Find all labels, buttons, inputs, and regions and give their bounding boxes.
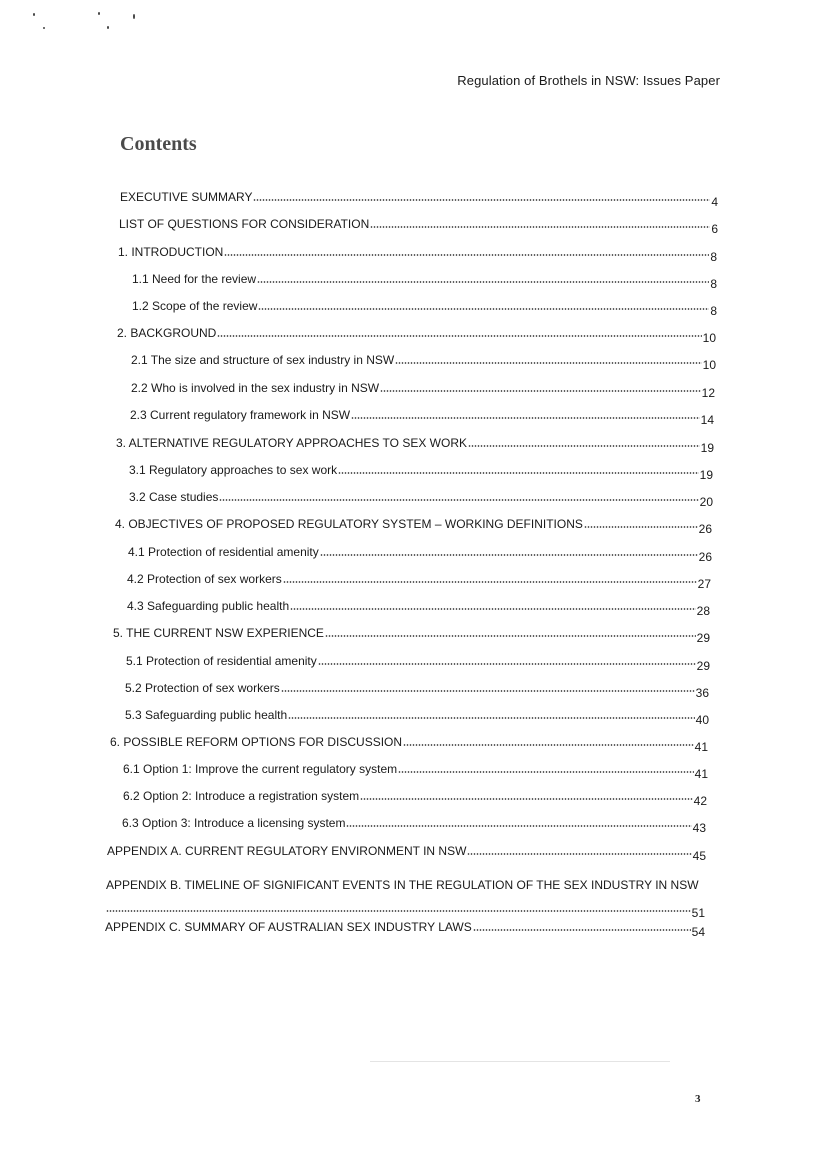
page-title: Contents <box>120 133 197 155</box>
dot-leader <box>253 198 710 202</box>
toc-entry[interactable] <box>118 245 717 264</box>
dot-leader <box>370 225 710 229</box>
toc-entry-title: 6. POSSIBLE REFORM OPTIONS FOR DISCUSSION <box>110 735 403 749</box>
toc-entry[interactable] <box>132 272 717 291</box>
scan-speck <box>43 27 45 29</box>
toc-entry-title: 3.2 Case studies <box>129 490 219 504</box>
toc-entry-page: 19 <box>700 441 714 455</box>
toc-entry-title: EXECUTIVE SUMMARY <box>120 190 253 204</box>
scan-speck <box>33 13 35 16</box>
dot-leader <box>395 361 701 365</box>
toc-entry-page: 14 <box>700 413 714 427</box>
footer-rule <box>370 1061 670 1062</box>
toc-entry-page: 8 <box>710 250 717 264</box>
toc-entry-title: 5.1 Protection of residential amenity <box>126 654 317 668</box>
dot-leader <box>346 824 691 828</box>
toc-entry-page: 41 <box>694 740 708 754</box>
toc-entry-title: 1. INTRODUCTION <box>118 245 224 259</box>
toc-entry-page: 4 <box>711 195 718 209</box>
toc-entry-title: 4.2 Protection of sex workers <box>127 572 282 586</box>
toc-entry-page: 27 <box>697 577 711 591</box>
toc-entry[interactable] <box>128 545 712 564</box>
toc-entry[interactable] <box>107 844 706 863</box>
dot-leader <box>290 607 696 611</box>
toc-entry-page: 29 <box>696 659 710 673</box>
toc-entry-title: 4.1 Protection of residential amenity <box>128 545 319 559</box>
toc-entry-page: 10 <box>702 331 716 345</box>
toc-entry[interactable] <box>125 681 709 700</box>
toc-entry-title: 1.1 Need for the review <box>132 272 257 286</box>
dot-leader <box>468 444 700 448</box>
toc-entry-page: 6 <box>711 222 718 236</box>
toc-entry-title: 2.1 The size and structure of sex industry in NSW <box>131 353 395 367</box>
toc-entry-page: 20 <box>699 495 713 509</box>
toc-entry-title: APPENDIX B. TIMELINE OF SIGNIFICANT EVENTS IN THE REGULATION OF THE SEX INDUSTRY IN NSW <box>106 878 699 892</box>
toc-entry[interactable] <box>132 299 717 318</box>
toc-entry[interactable] <box>119 217 718 236</box>
toc-entry-page: 36 <box>695 686 709 700</box>
dot-leader <box>380 389 701 393</box>
toc-entry-page: 10 <box>702 358 716 372</box>
toc-entry-title: 1.2 Scope of the review <box>132 299 258 313</box>
running-header: Regulation of Brothels in NSW: Issues Paper <box>457 73 720 88</box>
toc-entry[interactable] <box>117 326 716 345</box>
toc-entry[interactable] <box>126 654 710 673</box>
toc-entry-page: 8 <box>710 304 717 318</box>
dot-leader <box>351 416 700 420</box>
dot-leader <box>318 662 696 666</box>
scan-speck <box>133 14 135 19</box>
dot-leader <box>258 307 709 311</box>
page-number: 3 <box>695 1093 701 1105</box>
toc-entry-page: 54 <box>691 925 705 939</box>
dot-leader <box>224 253 709 257</box>
toc-entry-title: 2. BACKGROUND <box>117 326 217 340</box>
toc-entry-title: LIST OF QUESTIONS FOR CONSIDERATION <box>119 217 370 231</box>
toc-entry[interactable] <box>123 762 708 781</box>
toc-entry-page: 43 <box>692 821 706 835</box>
toc-entry-title: 5.2 Protection of sex workers <box>125 681 280 695</box>
toc-entry[interactable] <box>131 353 716 372</box>
toc-entry-title: 3. ALTERNATIVE REGULATORY APPROACHES TO SEX WORK <box>116 436 467 450</box>
toc-entry-page: 42 <box>693 794 707 808</box>
toc-entry[interactable] <box>129 490 713 509</box>
toc-entry-title: 5. THE CURRENT NSW EXPERIENCE <box>113 626 324 640</box>
toc-entry-page: 26 <box>698 550 712 564</box>
dot-leader <box>257 280 709 284</box>
toc-entry-title: 2.2 Who is involved in the sex industry in NSW <box>131 381 380 395</box>
scan-speck <box>107 26 109 29</box>
toc-entry-title: 4. OBJECTIVES OF PROPOSED REGULATORY SYSTEM – WORKING DEFINITIONS <box>115 517 583 531</box>
toc-entry-page: 8 <box>710 277 717 291</box>
toc-entry-page: 28 <box>696 604 710 618</box>
toc-entry-title: 3.1 Regulatory approaches to sex work <box>129 463 338 477</box>
dot-leader <box>320 553 698 557</box>
dot-leader <box>338 471 699 475</box>
toc-entry[interactable] <box>130 408 714 427</box>
toc-entry[interactable] <box>110 735 708 754</box>
toc-entry-title: APPENDIX C. SUMMARY OF AUSTRALIAN SEX INDUSTRY LAWS <box>105 920 472 934</box>
dot-leader <box>106 909 691 913</box>
toc-entry-page: 12 <box>701 386 715 400</box>
dot-leader <box>584 525 698 529</box>
toc-entry-page: 19 <box>699 468 713 482</box>
toc-entry[interactable] <box>113 626 710 645</box>
dot-leader <box>398 770 694 774</box>
toc-entry[interactable] <box>105 920 705 939</box>
toc-entry-title: 6.1 Option 1: Improve the current regulatory system <box>123 762 398 776</box>
table-of-contents <box>100 183 740 963</box>
toc-entry[interactable] <box>116 436 714 455</box>
dot-leader <box>360 797 693 801</box>
toc-entry[interactable] <box>115 517 712 536</box>
toc-entry-title: 6.2 Option 2: Introduce a registration system <box>123 789 360 803</box>
toc-entry-title: 5.3 Safeguarding public health <box>125 708 288 722</box>
toc-entry[interactable] <box>122 816 706 835</box>
toc-entry-page: 41 <box>694 767 708 781</box>
toc-entry-title: 4.3 Safeguarding public health <box>127 599 290 613</box>
toc-entry[interactable] <box>125 708 709 727</box>
toc-entry-title: 2.3 Current regulatory framework in NSW <box>130 408 351 422</box>
toc-entry-title: APPENDIX A. CURRENT REGULATORY ENVIRONMENT IN NSW <box>107 844 467 858</box>
toc-entry[interactable] <box>127 599 710 618</box>
toc-entry-title: 6.3 Option 3: Introduce a licensing system <box>122 816 346 830</box>
dot-leader <box>217 334 701 338</box>
toc-entry[interactable] <box>120 190 718 209</box>
toc-entry[interactable] <box>131 381 715 400</box>
dot-leader <box>288 716 695 720</box>
toc-entry[interactable] <box>129 463 713 482</box>
toc-entry-page: 40 <box>695 713 709 727</box>
toc-entry[interactable] <box>123 789 707 808</box>
dot-leader <box>283 580 697 584</box>
toc-entry[interactable] <box>106 878 705 920</box>
dot-leader <box>473 928 691 932</box>
toc-entry-page: 51 <box>691 906 705 920</box>
toc-entry-page: 26 <box>698 522 712 536</box>
toc-entry-page: 29 <box>696 631 710 645</box>
dot-leader <box>219 498 698 502</box>
dot-leader <box>467 852 691 856</box>
scan-speck <box>98 12 100 15</box>
dot-leader <box>325 634 696 638</box>
toc-entry[interactable] <box>127 572 711 591</box>
dot-leader <box>403 743 694 747</box>
toc-entry-continuation <box>106 901 705 920</box>
toc-entry-page: 45 <box>692 849 706 863</box>
dot-leader <box>281 689 695 693</box>
